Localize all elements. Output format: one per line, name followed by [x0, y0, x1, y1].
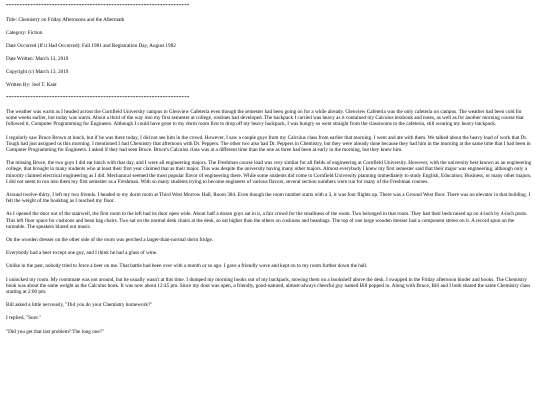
body-paragraph: On the wooden dresser on the other side of the room was perched a larger-than-normal dorm fridge.	[6, 237, 214, 244]
story-date-occurred: Date Occurred (If it Had Occurred): Fall 1981 and Registration Day, August 1982	[6, 43, 176, 49]
body-paragraph: I unlocked my room. My roommate was not around, but he usually wasn't at this time. I dumped my morning books out of my backpack, stowing them on a bookshelf above the desk. I swapped in the Friday afternoon binder and books. The Chemistry book was about the same weight as the Calculus book. It was now about 12:45 pm. Since my door was open, a friendly, good-natured, almost-always cheerful guy named Bill popped in. Along with Bruce, Bill and I both shared the same Chemistry class starting at 2:00 pm.	[6, 276, 531, 296]
story-author: Written By: Joel T. Kant	[6, 82, 57, 88]
body-paragraph: I replied, "Sure."	[6, 315, 42, 322]
body-paragraph: Unlike in the past, nobody tried to force a beer on me. That battle had been over with a month or so ago. I gave a friendly wave and kept on to my room further down the hall.	[6, 263, 368, 270]
body-paragraph: Around twelve-thirty, I left my two friends. I headed to my dorm room at Third West Morrow Hall, Room 304. Even though the room number starts with a 3, it was four flights up. There was a Ground West floor. There was no elevator in that building. I felt the weight of the bookbag as I reached my floor.	[6, 192, 531, 205]
asterisk-divider-top: ********************************************************************	[6, 4, 190, 9]
body-paragraph: Everybody had a beer except one guy, and I think he had a glass of wine.	[6, 250, 158, 257]
body-paragraph: I regularly saw Bruce Brown at lunch, but if he was there today, I did not see him in the crowd. However, I saw a couple guys from my Calculus class from earlier that morning. I went and ate with them. We talked about the heavy load of work that Dr. Tough had just assigned us this morning. I mentioned I had Chemistry that afternoon with Dr. Peppers. The other two also had Dr. Peppers in Chemistry, but they were already done because they had him in the morning at the same time that I had been in Computer Programming for Engineers. I asked if they had seen Bruce. Bruce's Calculus class was at a different time than the one as three had been at early in the morning, but they knew him.	[6, 134, 531, 154]
body-paragraph: The weather was warm as I headed across the Cornfield University campus to Glenview Cafeteria even though the semester had been going on for a while already. Glenview Cafeteria was the only cafeteria on campus. The weather had been cold for some weeks earlier, but today was warm. About a third of the way into my first semester at college, routines had developed. The backpack I carried was heavy as it contained my Calculus textbook and notes, as well as for another morning course that followed it, Computer Programming for Engineers. Although I could have gone to my dorm room first to drop off my heavy backpack, I was hungry so went straight from the classrooms to the cafeteria, still wearing my heavy backpack.	[6, 109, 524, 128]
body-paragraph: The missing Bruce, the two guys I did eat lunch with that day, and I were all engineering majors. The Freshman course load was very similar for all fields of engineering at Cornfield University. However, with the university best known as an engineering college, that brought in many students who at least their first year claimed that as their major. This was despite the university having many other majors. Almost everybody I knew my first semester said that their major was engineering, although only a minority claimed electrical engineering as I did. Mechanical seemed the most popular flavor of engineering there. While some students did come to Cornfield University planning immediately to study English, Education, Business, or many other majors, I did not seem to run into them my first semester as a Freshman. With so many students trying to become engineers of various flavors, several section numbers were run for many of the Freshman courses.	[6, 160, 532, 185]
asterisk-divider-bottom: ********************************************************************	[6, 96, 190, 101]
body-paragraph: As I opened the door out of the stairwell, the first room to the left had its door open wide. About half a dozen guys sat in it, a fair crowd for the smallness of the room. Two belonged in that room. They had their beds raised up on 4-inch by 4-inch posts. This left floor space for cushions and bean bag chairs. Two sat on the normal desk chairs at the desk, so sat higher than the others on cushions and beanbags. The top of one large wooden dresser had a component stereo on it. A record spun on the turntable. The speakers blared out music.	[6, 211, 528, 230]
story-date-written: Date Written: March 13, 2019	[6, 56, 69, 62]
story-copyright: Copyright (c) March 13, 2019	[6, 69, 69, 75]
story-category: Category: Fiction	[6, 30, 43, 36]
story-body	[6, 109, 534, 335]
story-title: Title: Chemistry on Friday Afternoons and the Aftermath	[6, 17, 125, 23]
body-paragraph: "Did you get that last problem? The long one?"	[6, 328, 105, 335]
body-paragraph: Bill asked a little nervously, "Did you do your Chemistry homework?"	[6, 302, 153, 309]
